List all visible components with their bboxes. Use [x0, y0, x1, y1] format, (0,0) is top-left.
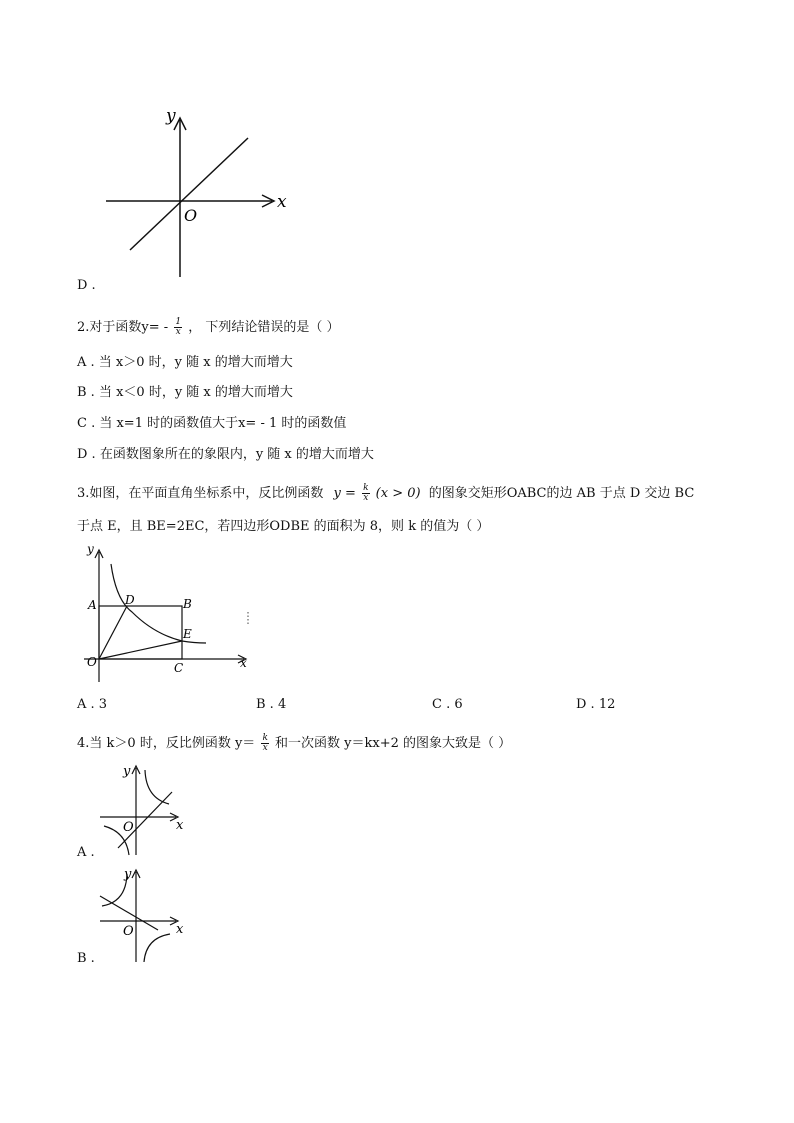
q4b-o-label: O — [123, 924, 134, 939]
q2-prefix: 2.对于函数y= - — [77, 320, 169, 335]
q2-frac-den: x — [175, 327, 181, 337]
question-3-stem — [77, 484, 694, 503]
q4-fraction — [261, 734, 268, 753]
q3-y-label: y — [87, 542, 94, 556]
x-axis-label: x — [277, 192, 287, 212]
q4-graph-a — [96, 760, 196, 860]
q4a-o-label: O — [123, 820, 134, 835]
q3-x-label: x — [240, 656, 247, 670]
y-axis-label: y — [166, 106, 176, 126]
q3-fraction — [362, 484, 369, 503]
q3-math-lhs: y = — [333, 486, 356, 501]
q3-frac-den: x — [363, 493, 369, 503]
question-3-line2: 于点 E，且 BE=2EC，若四边形ODBE 的面积为 8，则 k 的值为（ ） — [77, 519, 490, 534]
q4b-y-label: y — [124, 867, 132, 882]
q4-option-a-label: A . — [77, 845, 95, 860]
q4-graph-b — [96, 864, 196, 964]
option-d-label: D . — [77, 278, 96, 293]
q3-option-b: B . 4 — [256, 697, 287, 712]
q3-prefix: 3.如图，在平面直角坐标系中，反比例函数 — [77, 486, 324, 501]
q3-option-d: D . 12 — [576, 697, 616, 712]
q4-frac-num: k — [262, 733, 268, 743]
q3-c-label: C — [174, 661, 184, 675]
q2-suffix: ， 下列结论错误的是（ ） — [188, 320, 340, 335]
q3-math-cond: (x > 0) — [375, 486, 421, 501]
q3-b-label: B — [183, 597, 192, 611]
q3-option-c: C . 6 — [432, 697, 463, 712]
q3-o-label: O — [87, 655, 97, 669]
q4-suffix: 和一次函数 y＝kx+2 的图象大致是（ ） — [275, 736, 512, 751]
graph-linear-d — [96, 100, 296, 285]
q3-graph — [78, 542, 268, 682]
q3-suffix: 的图象交矩形OABC的边 AB 于点 D 交边 BC — [428, 486, 695, 501]
q4a-y-label: y — [123, 764, 131, 779]
q2-option-a: A . 当 x＞0 时，y 随 x 的增大而增大 — [77, 355, 293, 370]
q3-frac-num: k — [363, 483, 369, 493]
q3-option-a: A . 3 — [77, 697, 108, 712]
q4-frac-den: x — [262, 743, 268, 753]
q3-a-label: A — [88, 598, 97, 612]
question-2-stem — [77, 318, 339, 337]
q3-e-label: E — [183, 627, 192, 641]
origin-label: O — [184, 206, 198, 225]
question-4-stem — [77, 734, 511, 753]
q2-option-d: D . 在函数图象所在的象限内，y 随 x 的增大而增大 — [77, 447, 374, 462]
q2-option-b: B . 当 x＜0 时，y 随 x 的增大而增大 — [77, 385, 293, 400]
q2-fraction — [174, 318, 182, 337]
q4-option-b-label: B . — [77, 951, 95, 966]
q4a-x-label: x — [176, 818, 184, 833]
q4-prefix: 4.当 k＞0 时，反比例函数 y＝ — [77, 736, 256, 751]
q2-frac-num: 1 — [175, 317, 182, 327]
q3-d-label: D — [125, 593, 135, 607]
q4b-x-label: x — [176, 922, 184, 937]
q2-option-c: C . 当 x=1 时的函数值大于x= - 1 时的函数值 — [77, 416, 347, 431]
